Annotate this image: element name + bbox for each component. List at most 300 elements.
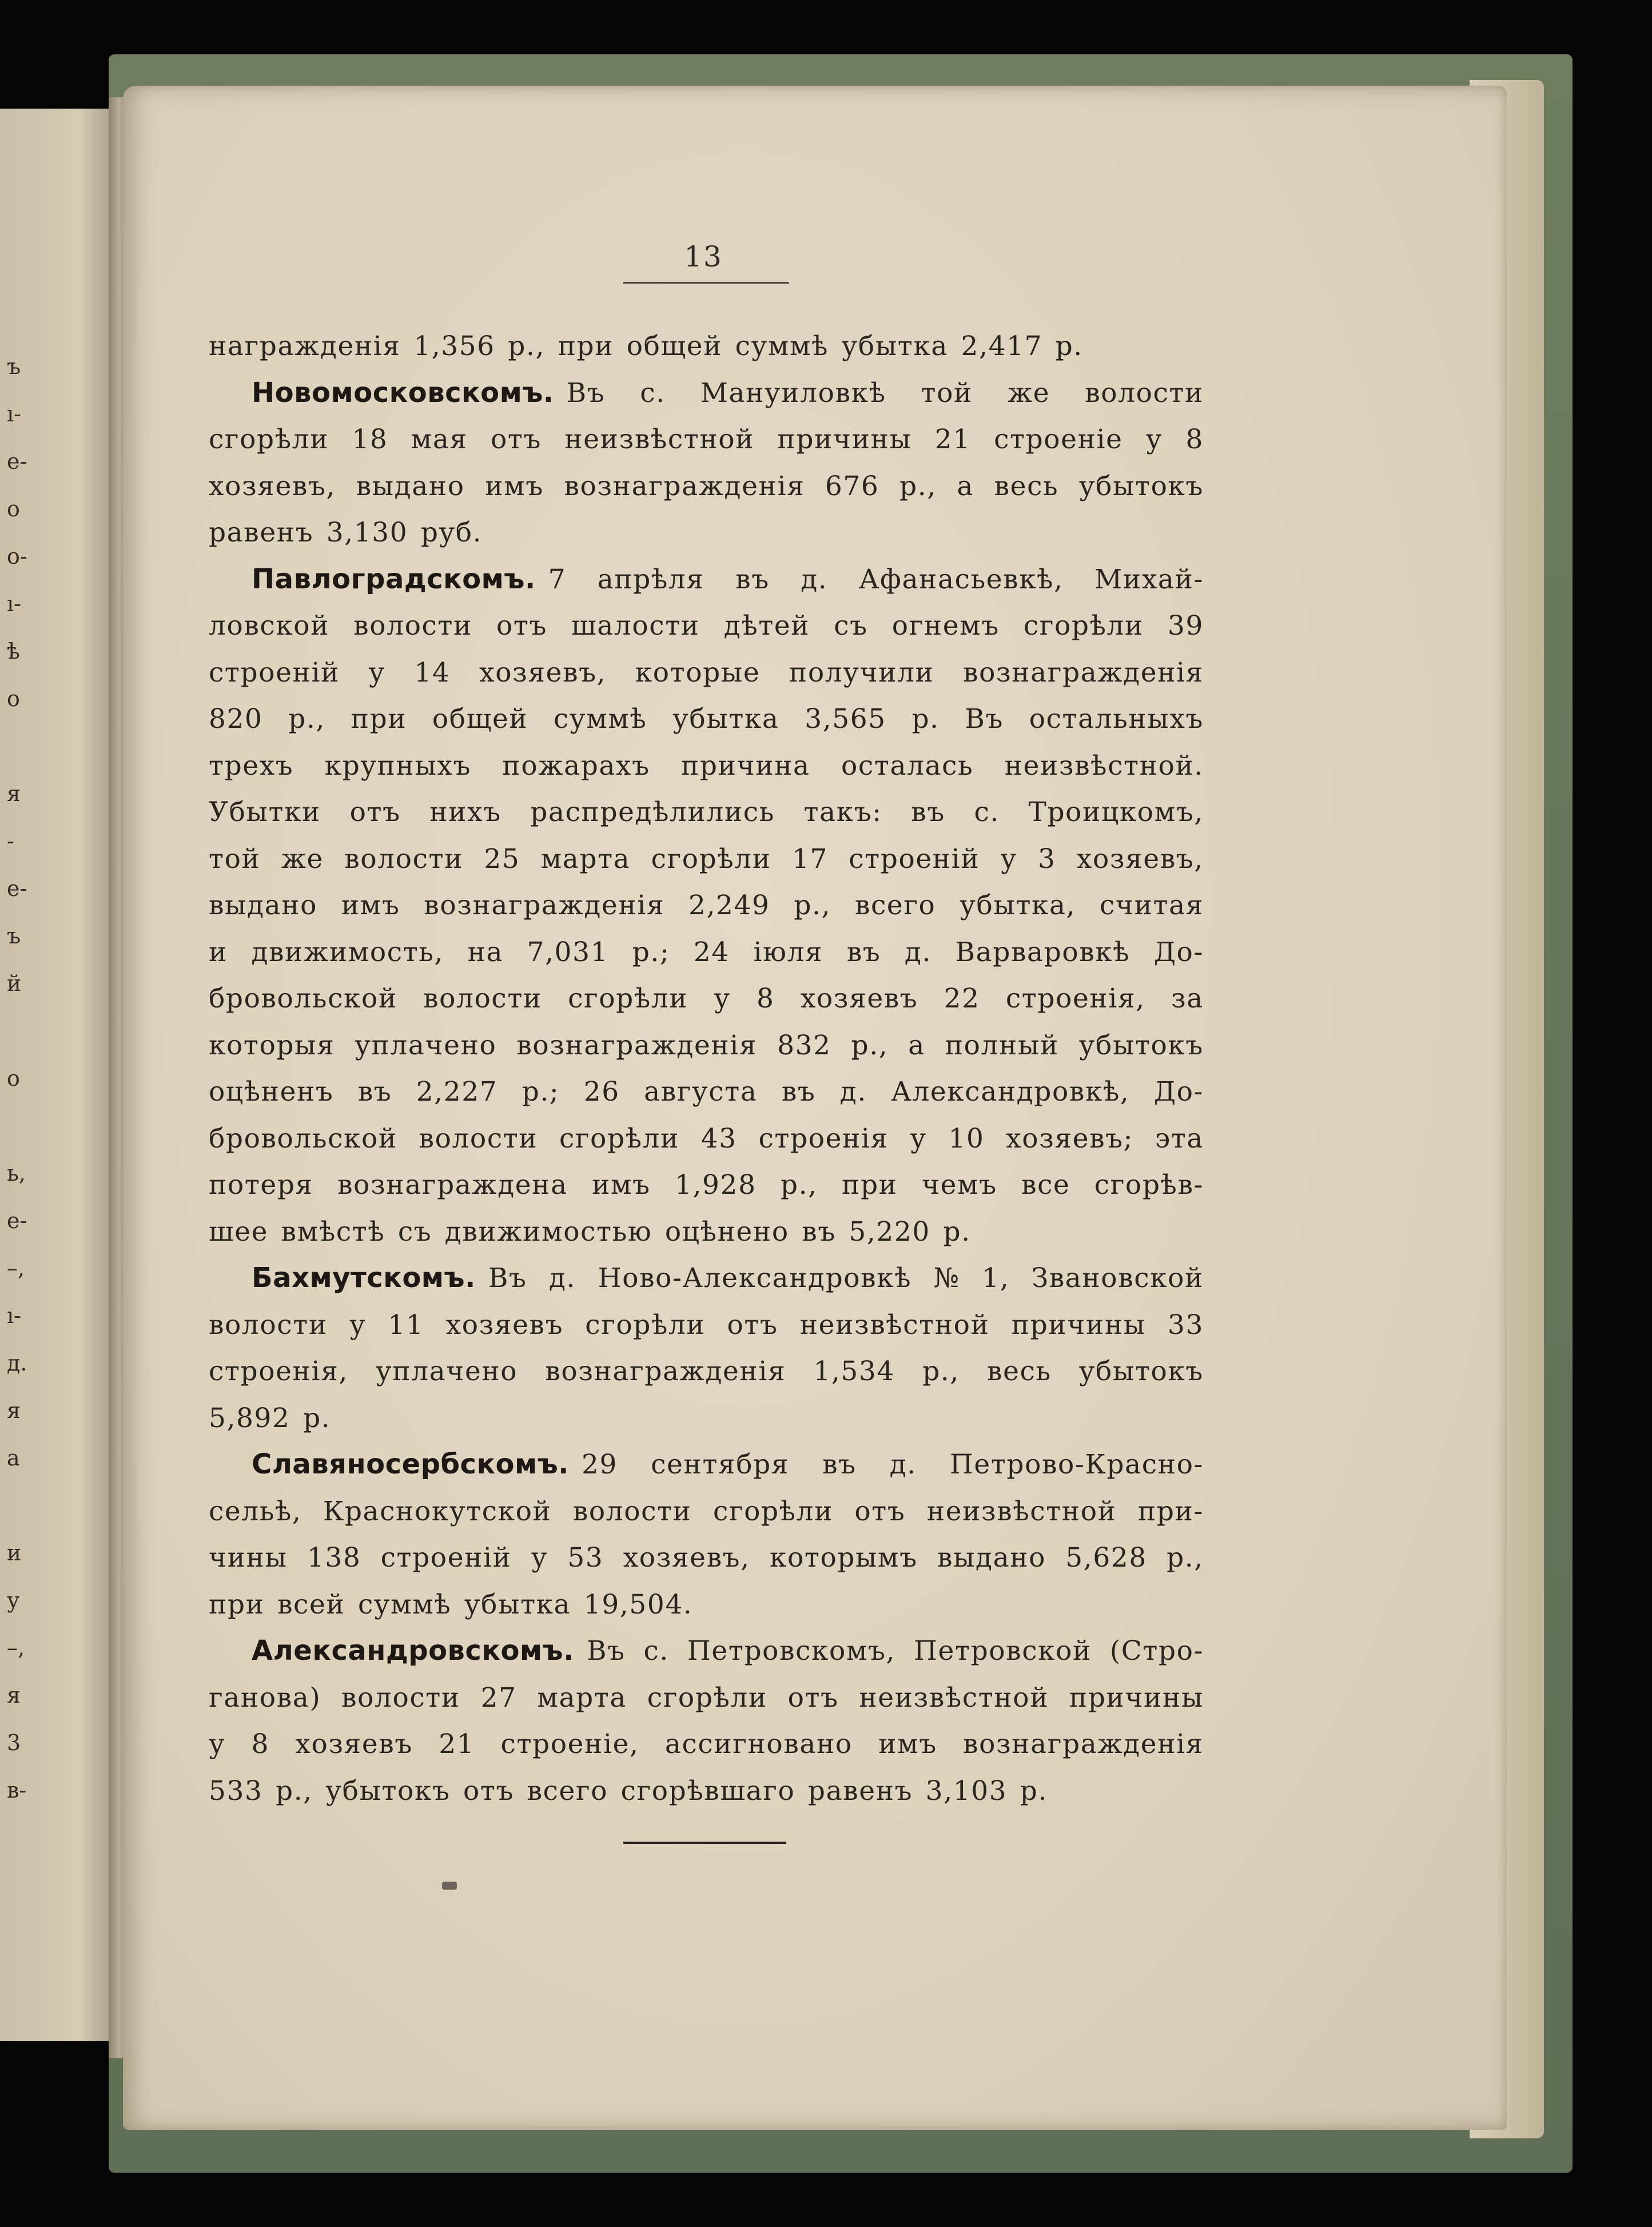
- word: 2,249: [688, 890, 770, 921]
- line-text: [209, 1116, 1204, 1162]
- word: сентября: [651, 1449, 790, 1480]
- word: сгорѣли: [651, 843, 771, 875]
- word: же: [281, 843, 324, 875]
- word: волости: [209, 1309, 328, 1341]
- word: на: [467, 936, 504, 968]
- word: бровольской: [209, 983, 397, 1014]
- word: такъ:: [803, 796, 882, 828]
- word: получили: [789, 656, 934, 688]
- text-line: [209, 1768, 1204, 1815]
- text-line: [209, 1116, 1204, 1162]
- word: за: [1171, 983, 1204, 1014]
- word: с.: [643, 1635, 669, 1667]
- word: при: [842, 1169, 898, 1201]
- left-page-fragment: e-: [7, 449, 27, 474]
- word: у: [714, 983, 731, 1014]
- line-text: [488, 1255, 1204, 1302]
- line-text: [209, 416, 1204, 463]
- word: Въ: [488, 1262, 527, 1294]
- word: ганова): [209, 1682, 321, 1714]
- word: р.,: [780, 1169, 818, 1201]
- line-text: [209, 882, 1204, 929]
- word: 3,565: [805, 703, 886, 735]
- word: хозяевъ: [800, 983, 918, 1014]
- body-text: [209, 323, 1204, 1814]
- text-line: [209, 836, 1204, 883]
- district-heading: Бахмутскомъ.: [252, 1262, 476, 1294]
- word: марта: [537, 1682, 627, 1714]
- word: чемъ: [921, 1169, 997, 1201]
- line-text: 5,892 р.: [209, 1402, 331, 1434]
- left-page-fragment: [7, 1007, 110, 1055]
- word: полный: [945, 1029, 1059, 1061]
- word: той: [921, 377, 973, 409]
- word: вознагражденія: [564, 470, 805, 502]
- word: 21: [439, 1728, 475, 1760]
- word: марта: [540, 843, 631, 875]
- word: весь: [987, 1356, 1052, 1387]
- word: 17: [791, 843, 828, 875]
- text-line: [209, 1302, 1204, 1349]
- word: въ: [911, 796, 945, 828]
- word: р.,: [851, 1029, 889, 1061]
- word: неизвѣстной: [859, 1682, 1049, 1714]
- word: Мануиловкѣ: [700, 377, 886, 409]
- line-text: [209, 743, 1204, 790]
- text-line: [209, 975, 1204, 1022]
- left-page-fragment: ъ: [7, 923, 21, 949]
- word: строенія,: [1005, 983, 1145, 1014]
- word: Троицкомъ,: [1028, 796, 1204, 828]
- word: строеній: [380, 1542, 512, 1573]
- word: Краснокутской: [323, 1495, 552, 1527]
- word: р.,: [1167, 1542, 1204, 1573]
- left-page-fragment: o: [7, 496, 20, 521]
- word: ассигновано: [664, 1728, 853, 1760]
- word: 39: [1167, 610, 1204, 642]
- line-text: [209, 1302, 1204, 1349]
- word: нихъ: [429, 796, 501, 828]
- word: (Стро-: [1109, 1635, 1204, 1667]
- word: 18: [352, 424, 388, 455]
- word: д.: [904, 936, 932, 968]
- word: убытокъ: [1078, 470, 1204, 502]
- line-text: [209, 975, 1204, 1022]
- word: 24: [693, 936, 730, 968]
- left-page-fragment: ь,: [7, 1161, 26, 1186]
- left-page-fragment: д.: [7, 1350, 27, 1376]
- word: выдано: [209, 890, 318, 921]
- word: р.,: [899, 470, 937, 502]
- word: у: [349, 1309, 367, 1341]
- line-text: [587, 1628, 1204, 1675]
- word: вознагражденія: [424, 890, 665, 921]
- word: строеніе: [994, 424, 1123, 455]
- word: №: [933, 1262, 960, 1294]
- text-line: [209, 1395, 1204, 1442]
- word: вознагражденія: [516, 1029, 758, 1061]
- line-text: равенъ 3,130 руб.: [209, 517, 483, 548]
- left-page-fragment: ъ: [7, 354, 21, 379]
- word: хозяевъ: [445, 1309, 564, 1341]
- text-line: [209, 509, 1204, 556]
- word: Афанасьевкѣ,: [858, 563, 1064, 595]
- word: потеря: [209, 1169, 313, 1201]
- word: Петровской: [913, 1635, 1092, 1667]
- word: 21: [934, 424, 971, 455]
- word: Варваровкѣ: [955, 936, 1130, 968]
- word: той: [209, 843, 261, 875]
- word: выдано: [937, 1542, 1046, 1573]
- word: р.,: [922, 1356, 960, 1387]
- text-line: [209, 1348, 1204, 1395]
- word: неизвѣстной: [926, 1495, 1117, 1527]
- word: 2,227: [416, 1076, 498, 1107]
- word: убытка: [672, 703, 779, 735]
- word: убытокъ: [1078, 1356, 1204, 1387]
- word: считая: [1100, 890, 1204, 921]
- line-text: [548, 556, 1204, 603]
- word: бровольской: [209, 1122, 397, 1154]
- line-text: [209, 696, 1204, 743]
- word: уплачено: [376, 1356, 518, 1387]
- word: суммѣ: [554, 703, 647, 735]
- word: До-: [1153, 936, 1204, 968]
- line-text: [209, 1348, 1204, 1395]
- word: у: [368, 656, 385, 688]
- word: 22: [944, 983, 980, 1014]
- word: у: [1000, 843, 1017, 875]
- word: причина: [680, 750, 810, 782]
- word: 53: [567, 1542, 604, 1573]
- word: 1,: [982, 1262, 1010, 1294]
- word: въ: [846, 936, 881, 968]
- left-page-fragment: [7, 723, 110, 770]
- word: въ: [781, 1076, 816, 1107]
- word: же: [1007, 377, 1050, 409]
- text-line: [209, 603, 1204, 650]
- text-line: [209, 1581, 1204, 1628]
- word: строенія: [758, 1122, 889, 1154]
- line-text: [209, 1488, 1204, 1535]
- text-line: [209, 650, 1204, 696]
- word: отъ: [787, 1682, 839, 1714]
- word: у: [1145, 424, 1163, 455]
- word: д.: [549, 1262, 576, 1294]
- word: Александровкѣ,: [891, 1076, 1130, 1107]
- district-heading: Новомосковскомъ.: [252, 376, 554, 409]
- word: 1,928: [675, 1169, 757, 1201]
- left-page-fragment: [7, 1482, 110, 1529]
- page-number: 13: [684, 240, 723, 273]
- left-page-fragment: 3: [7, 1730, 21, 1755]
- word: строеній: [849, 843, 980, 875]
- word: волости: [1085, 377, 1204, 409]
- word: хозяевъ,: [479, 656, 607, 688]
- word: 11: [388, 1309, 424, 1341]
- word: сгорѣли: [647, 1682, 767, 1714]
- word: 5,628: [1065, 1542, 1147, 1573]
- left-page-fragment: у: [7, 1588, 20, 1613]
- text-line: [209, 789, 1204, 836]
- word: р.: [911, 703, 940, 735]
- word: с.: [974, 796, 1000, 828]
- page-number-rule: [623, 282, 789, 284]
- word: общей: [432, 703, 528, 735]
- word: Петровскомъ,: [687, 1635, 896, 1667]
- word: при-: [1137, 1495, 1204, 1527]
- word: Въ: [965, 703, 1004, 735]
- word: Ново-Александровкѣ: [598, 1262, 912, 1294]
- ink-stain: [442, 1882, 457, 1890]
- line-text: [209, 463, 1204, 510]
- word: все: [1021, 1169, 1070, 1201]
- word: волости: [423, 983, 542, 1014]
- line-text: награжденія 1,356 р., при общей суммѣ убытка 2,417 р.: [209, 330, 1083, 362]
- left-page-fragment: й: [7, 971, 22, 996]
- word: 43: [700, 1122, 737, 1154]
- word: 25: [484, 843, 520, 875]
- line-text: [209, 1022, 1204, 1069]
- end-rule: [623, 1842, 786, 1844]
- word: 8: [1185, 424, 1204, 455]
- word: отъ: [349, 796, 401, 828]
- word: у: [209, 1728, 226, 1760]
- text-line: [209, 1069, 1204, 1116]
- left-page-fragment: ı-: [7, 401, 21, 427]
- word: іюля: [753, 936, 823, 968]
- word: которымъ: [769, 1542, 918, 1573]
- line-text: [209, 1069, 1204, 1116]
- left-page-fragment: я: [7, 1683, 21, 1708]
- line-text: 533 р., убытокъ отъ всего сгорѣвшаго равенъ 3,103 р.: [209, 1775, 1048, 1807]
- word: сгорѣв-: [1094, 1169, 1204, 1201]
- text-line: [209, 416, 1204, 463]
- line-text: [209, 929, 1204, 976]
- word: Въ: [566, 377, 606, 409]
- word: сгорѣли: [209, 424, 329, 455]
- line-text: [209, 1535, 1204, 1581]
- word: с.: [640, 377, 666, 409]
- word: чины: [209, 1542, 288, 1573]
- word: съ: [834, 610, 868, 642]
- line-text: [209, 789, 1204, 836]
- word: у: [910, 1122, 927, 1154]
- left-page-fragment: e-: [7, 876, 27, 901]
- text-line: [209, 463, 1204, 510]
- left-page-fragment: и: [7, 1540, 22, 1565]
- word: р.;: [632, 936, 670, 968]
- word: которыя: [209, 1029, 335, 1061]
- word: р.,: [288, 703, 325, 735]
- word: сгорѣли: [712, 1495, 833, 1527]
- word: 10: [948, 1122, 985, 1154]
- left-page-fragment: o: [7, 686, 20, 711]
- word: оцѣненъ: [209, 1076, 334, 1107]
- word: д.: [801, 563, 828, 595]
- word: волости: [344, 843, 464, 875]
- word: убытка,: [960, 890, 1076, 921]
- word: уплачено: [355, 1029, 497, 1061]
- text-line: [209, 370, 1204, 417]
- word: 8: [251, 1728, 270, 1760]
- text-line: [209, 743, 1204, 790]
- word: убытокъ: [1078, 1029, 1204, 1061]
- word: хозяевъ,: [1076, 843, 1204, 875]
- text-line: [209, 556, 1204, 603]
- word: вознагражденія: [963, 1728, 1204, 1760]
- word: всего: [854, 890, 936, 921]
- word: 8: [757, 983, 775, 1014]
- text-line: [209, 929, 1204, 976]
- left-page-fragment: -: [7, 828, 14, 854]
- word: волости: [572, 1495, 692, 1527]
- word: 27: [480, 1682, 517, 1714]
- left-page-fragment: o-: [7, 544, 27, 569]
- left-page-fragment: [7, 1102, 110, 1150]
- word: движимость,: [251, 936, 444, 968]
- word: сгорѣли: [559, 1122, 680, 1154]
- word: Михай-: [1094, 563, 1204, 595]
- word: имъ: [485, 470, 544, 502]
- text-line: [209, 1721, 1204, 1768]
- word: волости: [353, 610, 472, 642]
- left-page-fragment: –,: [7, 1635, 25, 1660]
- word: хозяевъ,: [209, 470, 336, 502]
- word: огнемъ: [891, 610, 1000, 642]
- word: отъ: [491, 424, 542, 455]
- text-line: [209, 1209, 1204, 1256]
- text-line: [209, 1162, 1204, 1209]
- text-line: [209, 323, 1204, 370]
- line-text: при всей суммѣ убытка 19,504.: [209, 1588, 693, 1620]
- word: ловской: [209, 610, 330, 642]
- word: въ: [357, 1076, 392, 1107]
- word: хозяевъ;: [1006, 1122, 1134, 1154]
- word: августа: [644, 1076, 758, 1107]
- word: имъ: [592, 1169, 651, 1201]
- left-page-fragment: в-: [7, 1778, 27, 1803]
- word: 676: [825, 470, 879, 502]
- text-line: [209, 1488, 1204, 1535]
- word: а: [957, 470, 974, 502]
- district-heading: Славяносербскомъ.: [252, 1448, 570, 1480]
- word: сгорѣли: [1023, 610, 1144, 642]
- word: Петрово-Красно-: [949, 1449, 1204, 1480]
- word: отъ: [727, 1309, 778, 1341]
- word: вознагражденія: [545, 1356, 786, 1387]
- word: неизвѣстной: [799, 1309, 990, 1341]
- word: сгорѣли: [568, 983, 688, 1014]
- word: причины: [1011, 1309, 1146, 1341]
- word: весь: [994, 470, 1059, 502]
- word: имъ: [878, 1728, 937, 1760]
- text-line: [209, 1255, 1204, 1302]
- word: и: [209, 936, 228, 968]
- word: д.: [839, 1076, 867, 1107]
- word: строеній: [209, 656, 340, 688]
- word: апрѣля: [597, 563, 704, 595]
- word: осталась: [841, 750, 974, 782]
- left-page-fragment: ı-: [7, 1303, 21, 1328]
- text-line: [209, 696, 1204, 743]
- word: причины: [1069, 1682, 1204, 1714]
- word: 832: [777, 1029, 831, 1061]
- line-text: [567, 370, 1204, 417]
- word: которые: [635, 656, 761, 688]
- text-line: [209, 1675, 1204, 1722]
- word: р.,: [794, 890, 831, 921]
- line-text: шее вмѣстѣ съ движимостью оцѣнено въ 5,220 р.: [209, 1216, 971, 1248]
- word: 138: [306, 1542, 361, 1573]
- word: Звановской: [1031, 1262, 1204, 1294]
- line-text: [209, 1162, 1204, 1209]
- left-page-fragment: ı-: [7, 591, 21, 616]
- word: 7: [548, 563, 567, 595]
- line-text: [209, 836, 1204, 883]
- word: вознаграждена: [337, 1169, 568, 1201]
- word: шалости: [571, 610, 700, 642]
- word: неизвѣстной.: [1004, 750, 1204, 782]
- word: 29: [582, 1449, 618, 1480]
- word: Въ: [586, 1635, 626, 1667]
- word: волости: [419, 1122, 538, 1154]
- word: а: [908, 1029, 925, 1061]
- word: 14: [414, 656, 451, 688]
- left-page-text-fragments: [7, 343, 110, 1814]
- word: 33: [1167, 1309, 1204, 1341]
- line-text: [209, 1675, 1204, 1722]
- word: д.: [889, 1449, 917, 1480]
- word: отъ: [854, 1495, 906, 1527]
- word: неизвѣстной: [564, 424, 755, 455]
- line-text: [209, 603, 1204, 650]
- word: строенія,: [209, 1356, 348, 1387]
- word: крупныхъ: [324, 750, 472, 782]
- word: 820: [209, 703, 263, 735]
- word: вознагражденія: [963, 656, 1204, 688]
- line-text: [582, 1441, 1204, 1488]
- left-page-fragment: я: [7, 1398, 21, 1423]
- word: сельѣ,: [209, 1495, 302, 1527]
- left-page-fragment: –,: [7, 1256, 25, 1281]
- word: хозяевъ,: [623, 1542, 750, 1573]
- text-line: [209, 1022, 1204, 1069]
- text-line: [209, 1535, 1204, 1581]
- word: распредѣлились: [530, 796, 775, 828]
- word: Убытки: [209, 796, 321, 828]
- word: отъ: [496, 610, 547, 642]
- word: пожарахъ: [502, 750, 650, 782]
- line-text: [209, 650, 1204, 696]
- line-text: [209, 1721, 1204, 1768]
- word: при: [351, 703, 407, 735]
- word: у: [531, 1542, 548, 1573]
- word: р.;: [522, 1076, 560, 1107]
- word: строеніе,: [500, 1728, 639, 1760]
- word: остальныхъ: [1029, 703, 1204, 735]
- word: 3: [1038, 843, 1056, 875]
- word: эта: [1155, 1122, 1204, 1154]
- word: въ: [822, 1449, 857, 1480]
- text-line: [209, 882, 1204, 929]
- left-page-fragment: o: [7, 1066, 20, 1091]
- word: сгорѣли: [585, 1309, 706, 1341]
- word: хозяевъ: [295, 1728, 413, 1760]
- word: причины: [777, 424, 912, 455]
- text-line: [209, 1628, 1204, 1675]
- left-page-fragment: ѣ: [7, 639, 20, 664]
